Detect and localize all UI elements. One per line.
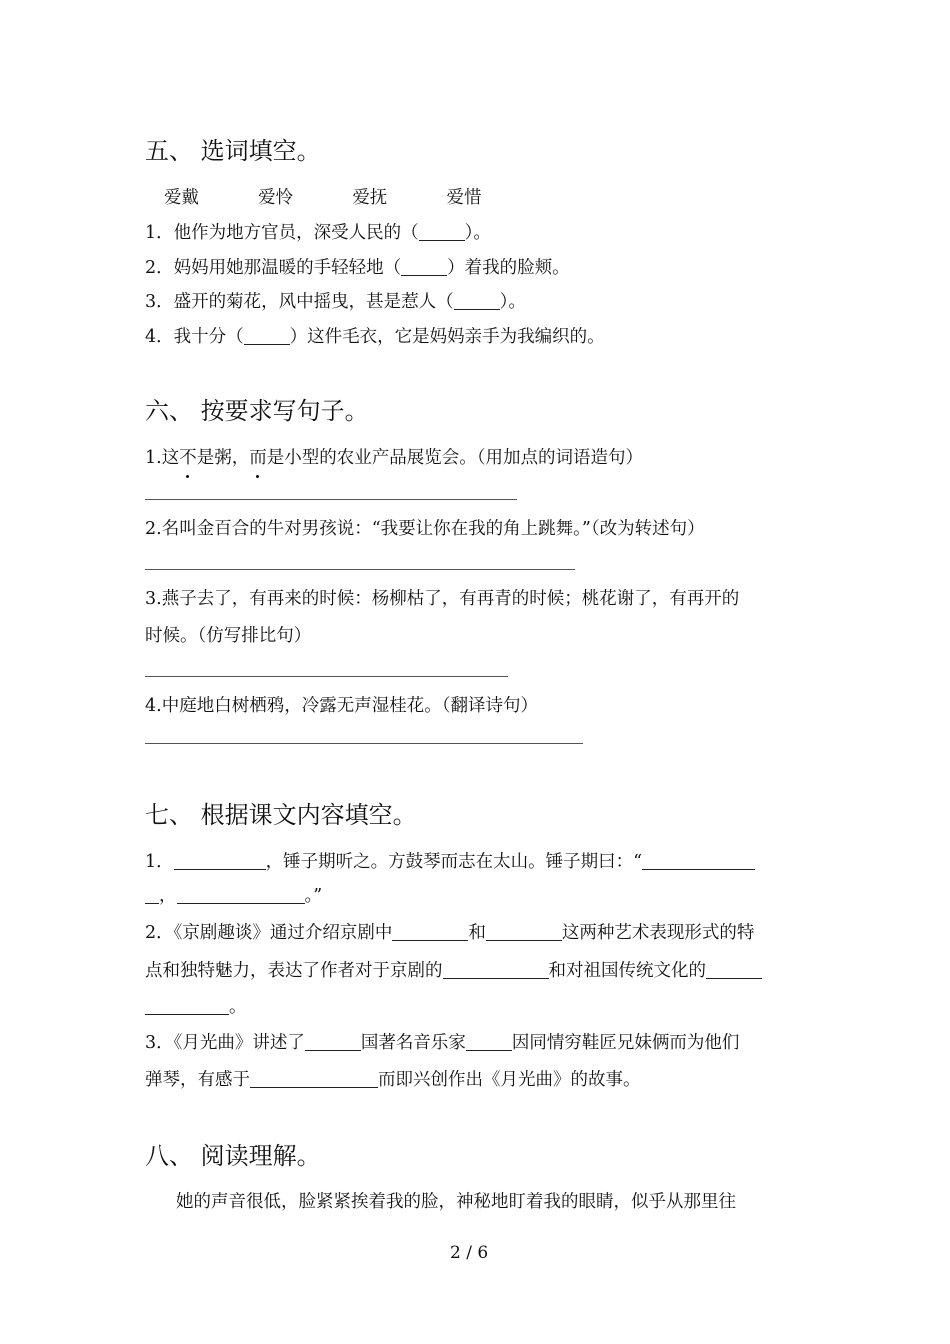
s7-question-2-line-3: 。 xyxy=(145,993,247,1018)
section-6-title: 六、 按要求写句子。 xyxy=(145,397,369,425)
s7-question-3-line-1: 3．《月光曲》讲述了 国著名音乐家 因同情穷鞋匠兄妹俩而为他们 xyxy=(145,1033,740,1053)
s7-question-2-line-1: 2．《京剧趣谈》通过介绍京剧中 和 这两种艺术表现形式的特 xyxy=(145,923,755,943)
blank[interactable] xyxy=(486,921,562,940)
section-8-title: 八、 阅读理解。 xyxy=(145,1142,321,1170)
word-option: 爱惜 xyxy=(446,188,482,208)
blank[interactable] xyxy=(466,1031,512,1050)
s6-question-1: 1.这不是粥，而是小型的农业产品展览会。（用加点的词语造句） xyxy=(145,444,643,469)
emphasis-dot-char: 不 xyxy=(179,444,197,469)
section-5-title: 五、 选词填空。 xyxy=(145,137,321,165)
s6-question-3-line-2: 时候。（仿写排比句） xyxy=(145,626,312,646)
s5-question-4: 4．我十分（ ）这件毛衣，它是妈妈亲手为我编织的。 xyxy=(145,327,605,347)
blank[interactable] xyxy=(401,256,447,275)
answer-line[interactable] xyxy=(145,569,575,570)
s7-question-3-line-2: 弹琴，有感于 而即兴创作出《月光曲》的故事。 xyxy=(145,1070,641,1090)
s5-question-2: 2．妈妈用她那温暖的手轻轻地（ ）着我的脸颊。 xyxy=(145,258,570,278)
blank[interactable] xyxy=(177,884,305,903)
blank[interactable] xyxy=(244,325,290,344)
page-number: 2 / 6 xyxy=(450,1243,489,1263)
blank[interactable] xyxy=(174,850,266,869)
blank[interactable] xyxy=(305,1031,361,1050)
s5-question-3: 3．盛开的菊花，风中摇曳，甚是惹人（ ）。 xyxy=(145,292,526,312)
s6-question-2: 2.名叫金百合的牛对男孩说：“我要让你在我的角上跳舞。”（改为转述句） xyxy=(145,519,705,539)
blank[interactable] xyxy=(145,995,229,1014)
answer-line[interactable] xyxy=(145,676,508,677)
word-option: 爱戴 xyxy=(164,188,199,208)
s7-question-1-line-1: 1． ，锤子期听之。方鼓琴而志在太山。锤子期曰：“ xyxy=(145,848,755,873)
blank[interactable] xyxy=(392,921,468,940)
emphasis-dot-char: 而 xyxy=(249,444,267,469)
reading-passage: 她的声音很低，脸紧紧挨着我的脸，神秘地盯着我的眼睛，似乎从那里往 xyxy=(176,1192,736,1212)
s7-question-2-line-2: 点和独特魅力，表达了作者对于京剧的 和对祖国传统文化的 xyxy=(145,957,762,982)
blank[interactable] xyxy=(250,1068,378,1087)
s7-question-1-line-2: ， 。” xyxy=(145,882,322,907)
s6-question-3-line-1: 3.燕子去了，有再来的时候：杨柳枯了，有再青的时候；桃花谢了，有再开的 xyxy=(145,589,740,609)
blank[interactable] xyxy=(443,959,549,978)
s5-question-1: 1．他作为地方官员，深受人民的（ ）。 xyxy=(145,223,491,243)
s6-question-4: 4.中庭地白树栖鸦，冷露无声湿桂花。（翻译诗句） xyxy=(145,696,538,716)
word-option: 爱抚 xyxy=(352,188,388,208)
answer-line[interactable] xyxy=(145,743,583,744)
blank[interactable] xyxy=(454,290,500,309)
word-option: 爱怜 xyxy=(258,188,294,208)
word-bank xyxy=(164,184,481,209)
blank[interactable] xyxy=(145,884,159,903)
blank[interactable] xyxy=(642,850,755,869)
answer-line[interactable] xyxy=(145,499,517,500)
blank[interactable] xyxy=(706,959,762,978)
blank[interactable] xyxy=(419,221,465,240)
section-7-title: 七、 根据课文内容填空。 xyxy=(145,801,417,829)
